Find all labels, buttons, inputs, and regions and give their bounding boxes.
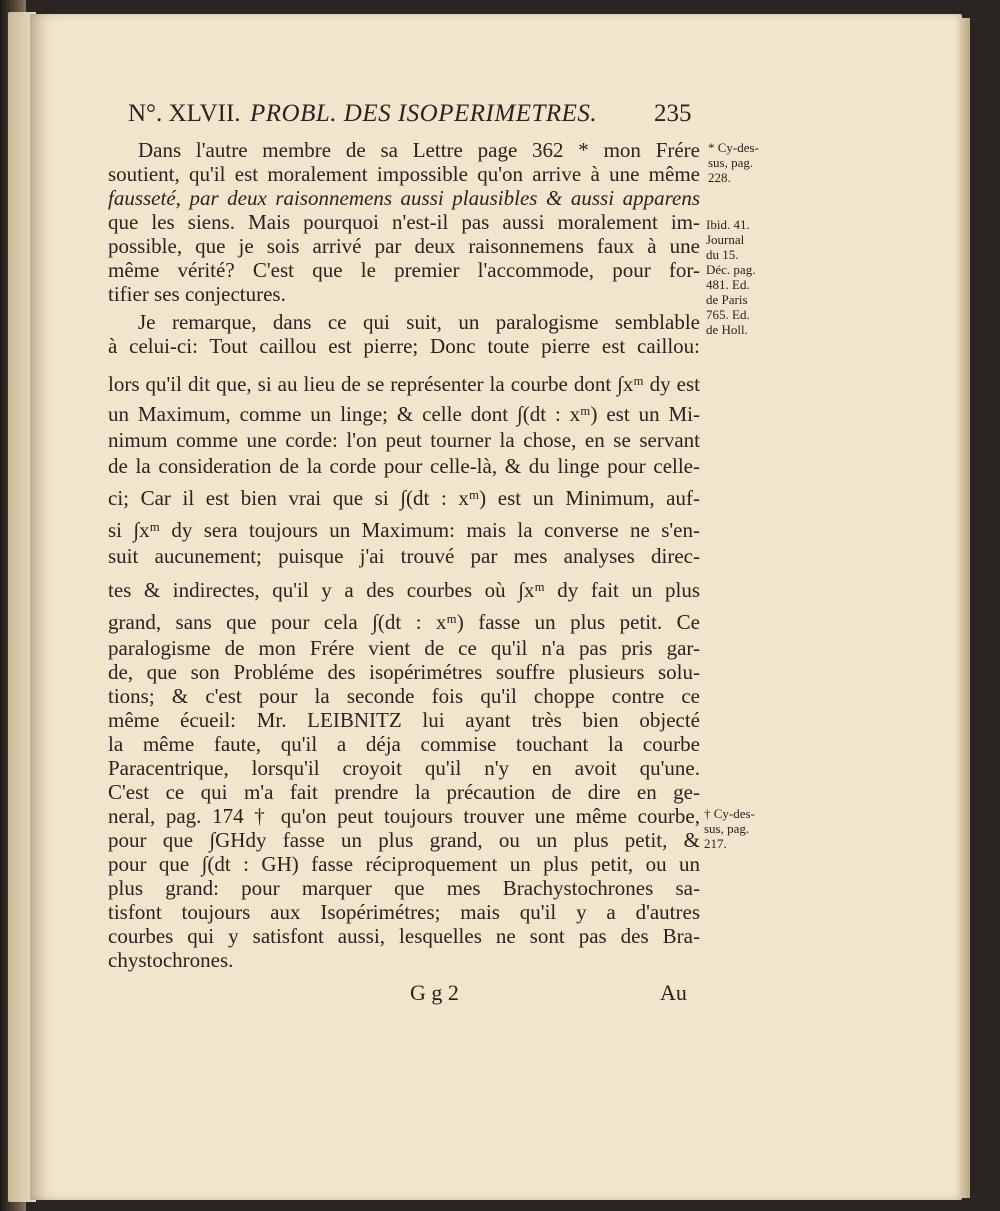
page-number: 235 (654, 100, 692, 127)
text-line: tions; & c'est pour la seconde fois qu'il choppe contre ce (108, 684, 700, 708)
text-line: neral, pag. 174 † qu'on peut toujours trouver une même courbe, (108, 804, 700, 828)
catchword: Au (660, 980, 687, 1005)
article-number: N°. XLVII. (128, 100, 241, 127)
text-line: tes & indirectes, qu'il y a des courbes où ∫xᵐ dy fait un plus (108, 578, 700, 602)
text-line: possible, que je sois arrivé par deux raisonnemens faux à une (108, 234, 700, 258)
text-line: nimum comme une corde: l'on peut tourner la chose, en se servant (108, 428, 700, 452)
text-line: fausseté, par deux raisonnemens aussi plausibles & aussi apparens (108, 186, 700, 210)
text-line: tifier ses conjectures. (108, 282, 286, 306)
text-line: à celui-ci: Tout caillou est pierre; Donc toute pierre est caillou: (108, 334, 700, 358)
text-line: la même faute, qu'il a déja commise touchant la courbe (108, 732, 700, 756)
signature-mark: G g 2 (410, 980, 459, 1005)
text-line: de, que son Probléme des isopérimétres souffre plusieurs solu- (108, 660, 700, 684)
text-line: suit aucunement; puisque j'ai trouvé par mes analyses direc- (108, 544, 700, 568)
text-line: pour que ∫(dt : GH) fasse réciproquement un plus petit, ou un (108, 852, 700, 876)
text-line: Je remarque, dans ce qui suit, un paralogisme semblable (138, 310, 700, 334)
text-line: de la consideration de la corde pour celle-là, & du linge pour celle- (108, 454, 700, 478)
margin-note: * Cy-des- sus, pag. 228. (708, 140, 759, 185)
text-line: soutient, qu'il est moralement impossible qu'on arrive à une même (108, 162, 700, 186)
text-line: chystochrones. (108, 948, 234, 972)
text-line: plus grand: pour marquer que mes Brachystochrones sa- (108, 876, 700, 900)
text-line: tisfont toujours aux Isopérimétres; mais qu'il y a d'autres (108, 900, 700, 924)
text-line: grand, sans que pour cela ∫(dt : xᵐ) fasse un plus petit. Ce (108, 610, 700, 634)
text-line: Paracentrique, lorsqu'il croyoit qu'il n'y en avoit qu'une. (108, 756, 700, 780)
margin-note: Ibid. 41. Journal du 15. Déc. pag. 481. Ed. de Paris 765. Ed. de Holl. (706, 217, 756, 337)
text-line: un Maximum, comme un linge; & celle dont ∫(dt : xᵐ) est un Mi- (108, 402, 700, 426)
text-line: ci; Car il est bien vrai que si ∫(dt : xᵐ) est un Minimum, auf- (108, 486, 700, 510)
page-fore-edge (960, 18, 970, 1198)
text-line: Dans l'autre membre de sa Lettre page 362 * mon Frére (138, 138, 700, 162)
text-line: courbes qui y satisfont aussi, lesquelles ne sont pas des Bra- (108, 924, 700, 948)
text-line: même écueil: Mr. LEIBNITZ lui ayant très bien objecté (108, 708, 700, 732)
text-line: paralogisme de mon Frére vient de ce qu'il n'a pas pris gar- (108, 636, 700, 660)
margin-note: † Cy-des- sus, pag. 217. (704, 806, 755, 851)
running-title: PROBL. DES ISOPERIMETRES. (250, 100, 598, 127)
text-line: pour que ∫GHdy fasse un plus grand, ou un plus petit, & (108, 828, 700, 852)
text-line: lors qu'il dit que, si au lieu de se représenter la courbe dont ∫xᵐ dy est (108, 372, 700, 396)
text-line: si ∫xᵐ dy sera toujours un Maximum: mais la converse ne s'en- (108, 518, 700, 542)
text-line: même vérité? C'est que le premier l'accommode, pour for- (108, 258, 700, 282)
running-head (128, 88, 692, 128)
text-line: C'est ce qui m'a fait prendre la précaution de dire en ge- (108, 780, 700, 804)
text-line: que les siens. Mais pourquoi n'est-il pas aussi moralement im- (108, 210, 700, 234)
